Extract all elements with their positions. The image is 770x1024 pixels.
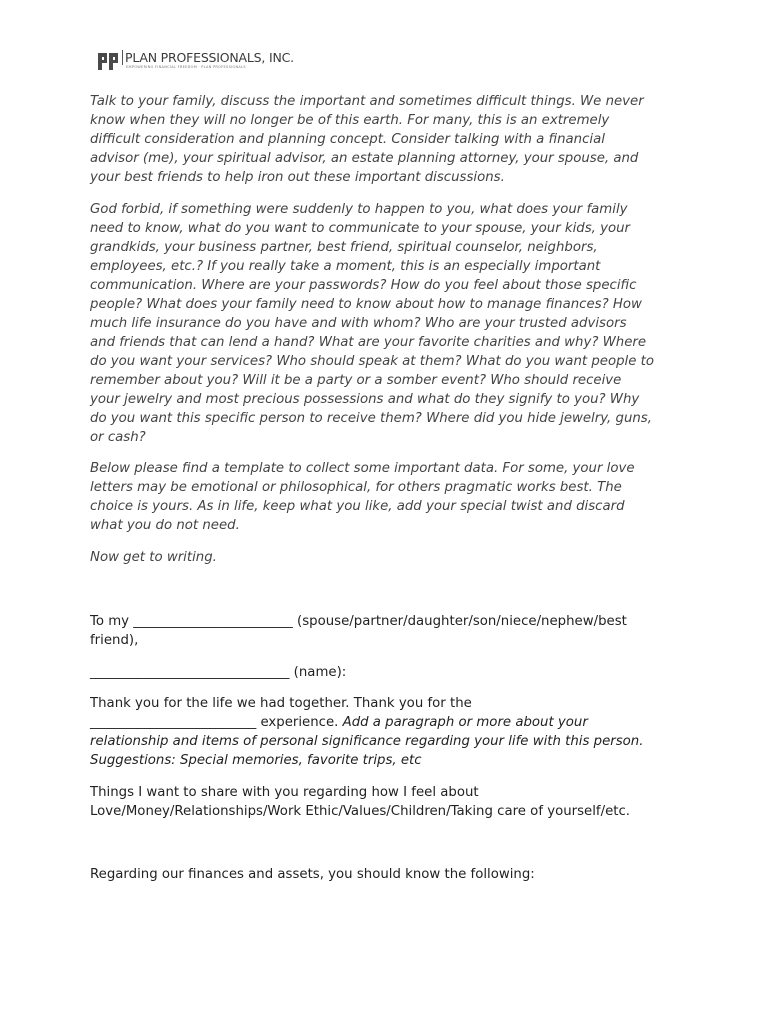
thanks-paragraph: Thank you for the life we had together. Thank you for the _________________________ experience. Add a paragraph or more about your relationship and items of personal significance regarding your life with this person. Suggestions: Special memories, favorite trips, etc	[90, 696, 644, 768]
intro-paragraph-2: God forbid, if something were suddenly to happen to you, what does your family need to know, what do you want to communicate to your spouse, your kids, your grandkids, your business partner, best friend, spiritual counselor, neighbors, employees, etc.? If you really take a moment, this is an especially important communication. Where are your passwords? How do you feel about those specific people? What does your family need to know about how to manage finances? How much life insurance do you have and with whom? Who are your trusted advisors and friends that can lend a hand? What are your favorite charities and why? Where do you want your services? Who should speak at them? What do you want people to remember about you? Will it be a party or a somber event? Who should receive your jewelry and most precious possessions and what do they signify to you? Why do you want this specific person to receive them? Where did you hide jewelry, guns, or cash?	[90, 201, 654, 445]
letter-content	[90, 92, 690, 897]
salutation-line: To my ________________________ (spouse/partner/daughter/son/niece/nephew/best friend),	[90, 614, 627, 648]
intro-paragraph-3: Below please find a template to collect some important data. For some, your love letters may be emotional or philosophical, for others pragmatic works best. The choice is yours. As in life, keep what you like, add your special twist and discard what you do not need.	[90, 461, 635, 533]
name-line: ______________________________ (name):	[90, 664, 347, 680]
intro-paragraph-1: Talk to your family, discuss the important and sometimes difficult things. We never know when they will no longer be of this earth. For many, this is an extremely difficult consideration and planning concept. Consider talking with a financial advisor (me), your spiritual advisor, an estate planning attorney, your spouse, and your best friends to help iron out these important discussions.	[90, 94, 644, 185]
finances-line: Regarding our finances and assets, you should know the following:	[90, 867, 535, 882]
intro-paragraph-4: Now get to writing.	[90, 549, 217, 565]
plan-professionals-logo-icon	[97, 51, 119, 71]
things-paragraph: Things I want to share with you regarding how I feel about Love/Money/Relationships/Work Ethic/Values/Children/Taking care of yourself/etc.	[90, 784, 631, 819]
company-name: PLAN PROFESSIONALS, INC.	[122, 50, 294, 65]
company-logo	[97, 50, 294, 74]
company-tagline: EMPOWERING FINANCIAL FREEDOM · PLAN PROFESSIONALS	[126, 65, 246, 69]
